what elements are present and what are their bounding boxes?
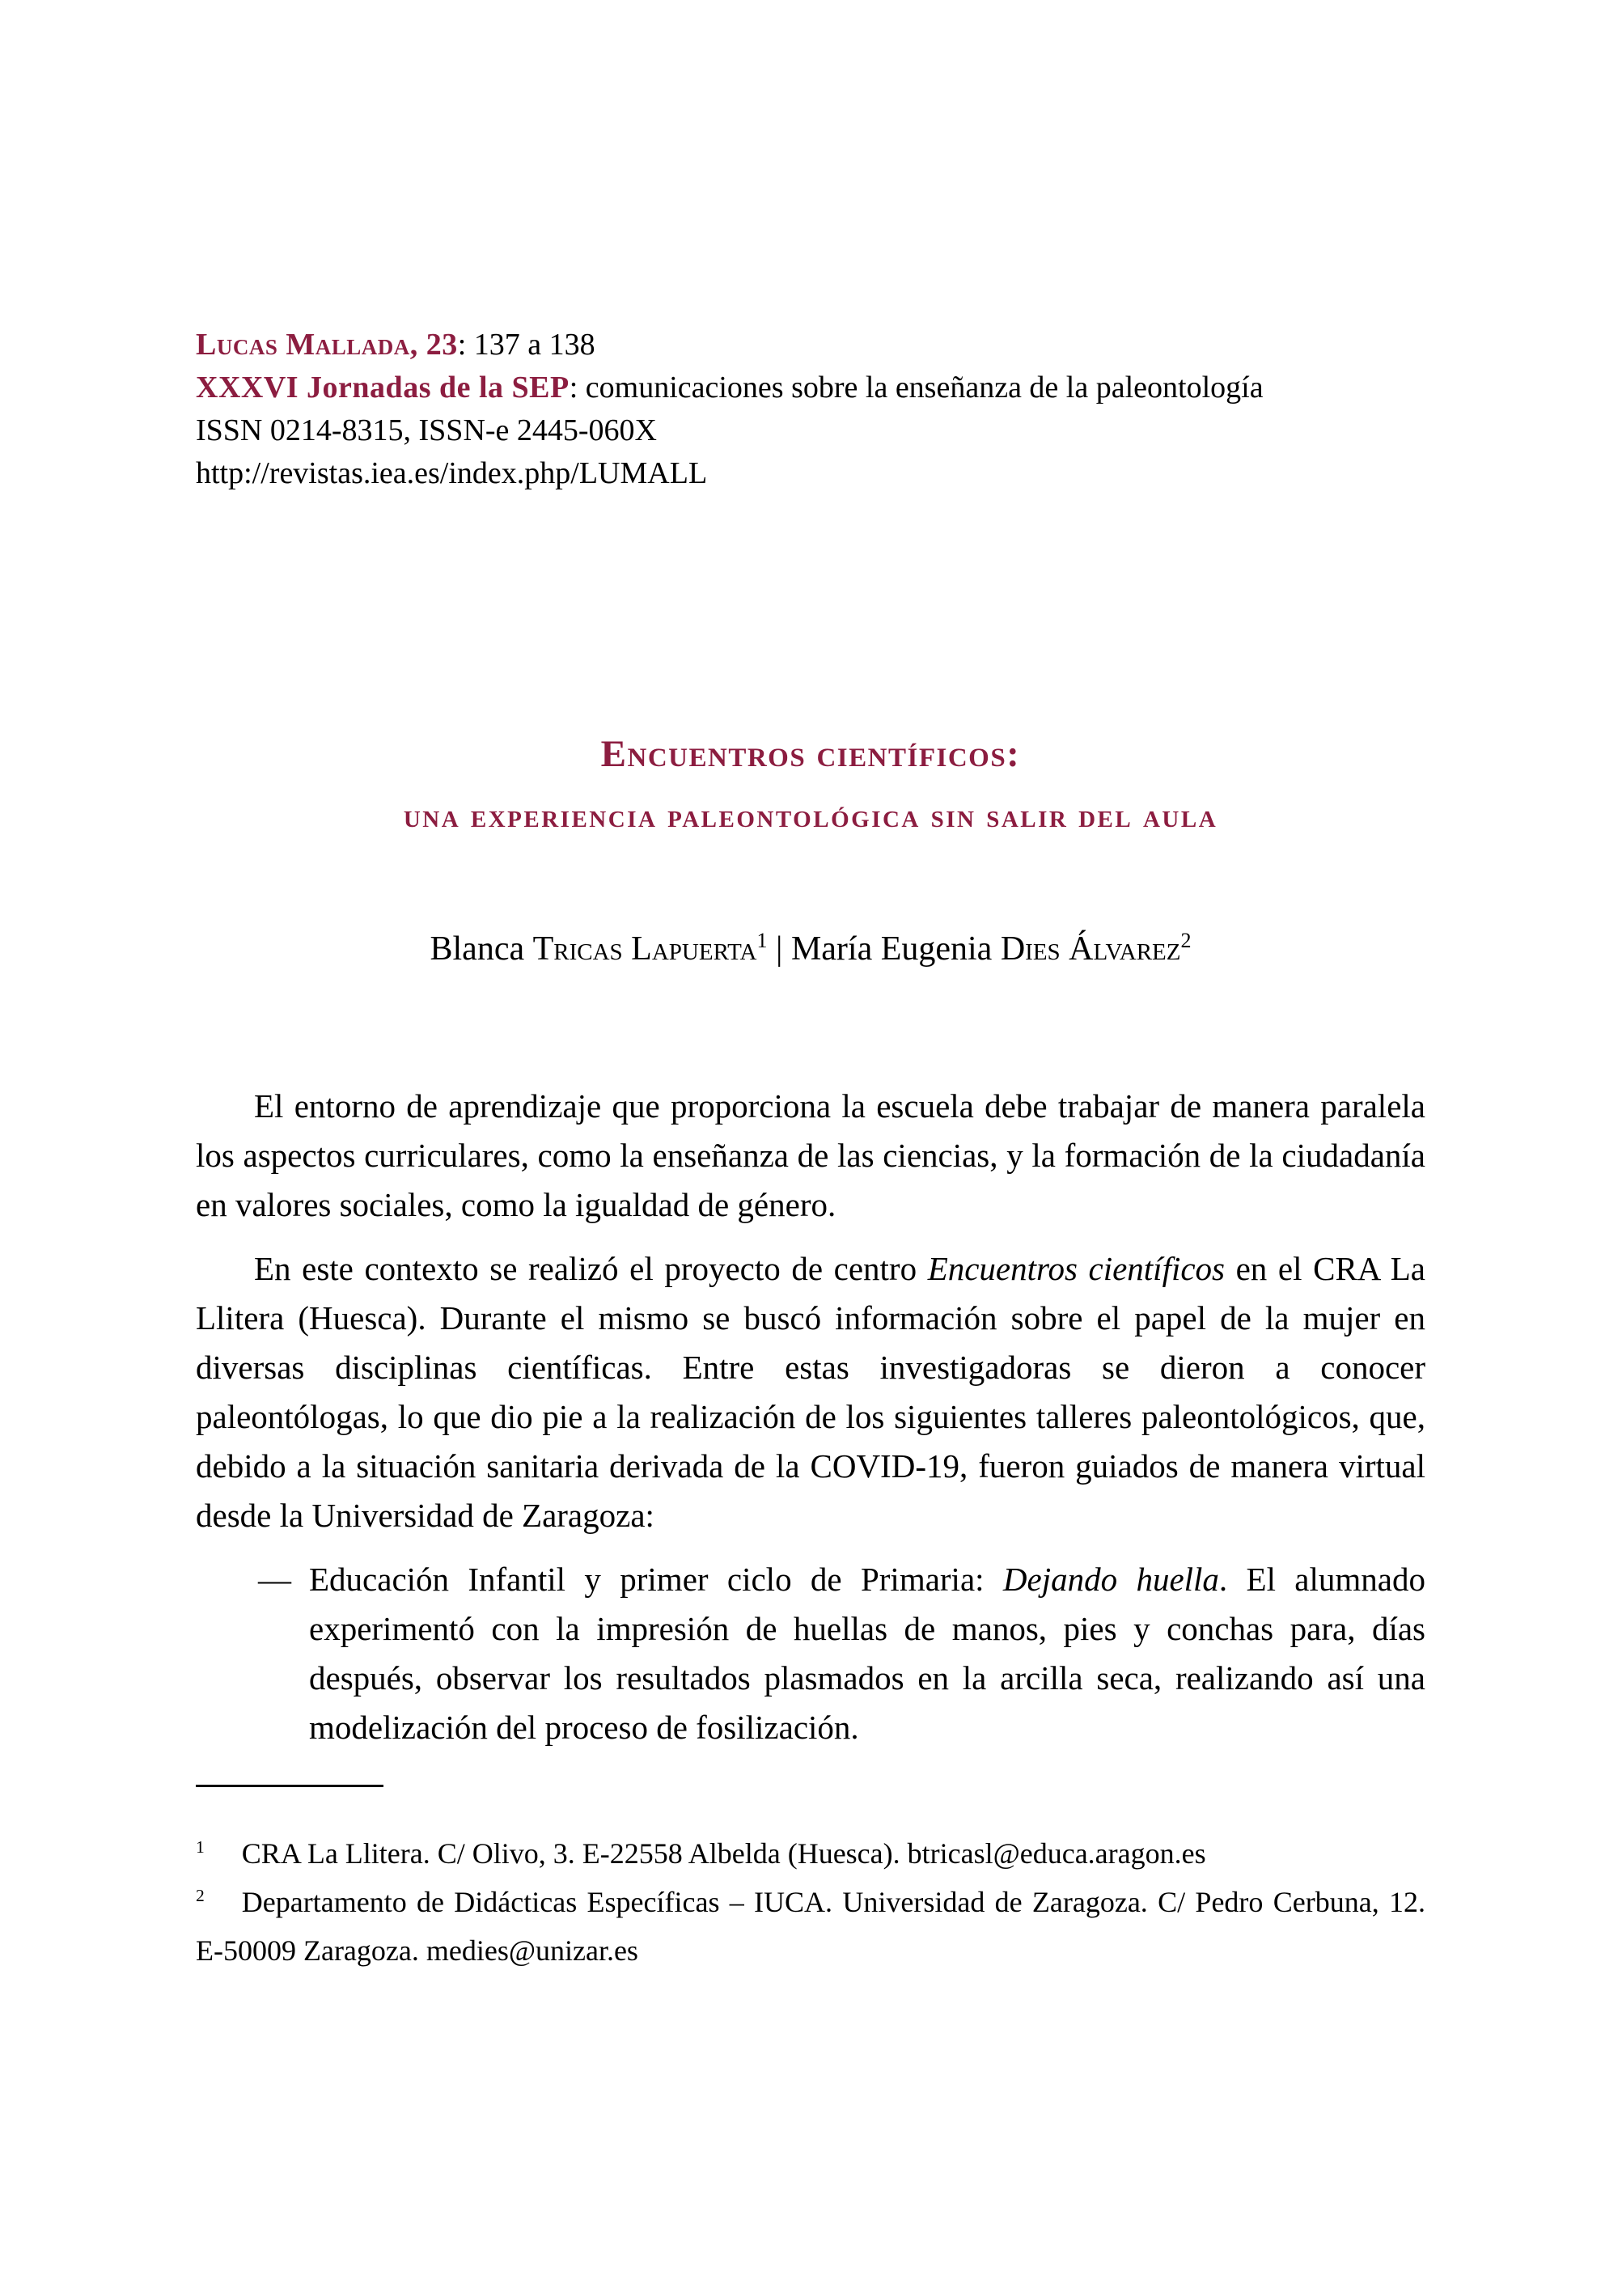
authors-line: [196, 926, 1425, 972]
journal-pages: : 137 a 138: [457, 328, 595, 362]
footnote-list: [196, 1829, 1425, 1975]
journal-header: [196, 324, 1425, 495]
author2-surname: Dies Álvarez: [1000, 930, 1181, 968]
footnote-1: [196, 1829, 1425, 1878]
page-content: [196, 0, 1425, 1975]
author2-given-name: María Eugenia: [790, 930, 1001, 968]
conference-name: XXXVI Jornadas de la SEP: [196, 371, 570, 405]
list-item-text: Educación Infantil y primer ciclo de Primaria:: [309, 1561, 1003, 1598]
journal-name: Lucas Mallada, 23: [196, 328, 458, 362]
author2-footnote-marker: 2: [1180, 929, 1192, 952]
article-title: [196, 728, 1425, 838]
footnotes-section: [196, 1785, 1425, 1975]
article-title-line1: Encuentros científicos:: [600, 733, 1021, 775]
issn-line: ISSN 0214-8315, ISSN-e 2445-060X: [196, 413, 657, 447]
list-dash: —: [258, 1561, 291, 1598]
paragraph-2-text: En este contexto se realizó el proyecto de centro: [254, 1250, 928, 1287]
article-title-line2: una experiencia paleontológica sin salir del aula: [403, 797, 1218, 834]
article-body: [196, 1082, 1425, 1752]
footnote-separator-rule: [196, 1785, 383, 1787]
paragraph-2-text-cont: en el CRA La Llitera (Huesca). Durante el mismo se buscó información sobre el papel de la mujer en diversas disciplinas científicas. Entre estas investigadoras se dieron a conocer paleontólogas, lo que dio pie a la realización de los siguientes talleres paleontológicos, que, debido a la situación sanitaria derivada de la COVID-19, fueron guiados de manera virtual desde la Universidad de Zaragoza:: [196, 1250, 1425, 1534]
footnote-2: [196, 1878, 1425, 1975]
list-item-text-cont: . El alumnado experimentó con la impresión de huellas de manos, pies y conchas para, días después, observar los resultados plasmados en la arcilla seca, realizando así una modelización del proceso de fosilización.: [309, 1561, 1425, 1746]
author1-footnote-marker: 1: [756, 929, 768, 952]
journal-url: http://revistas.iea.es/index.php/LUMALL: [196, 456, 708, 490]
project-name-italic: Encuentros científicos: [927, 1250, 1226, 1287]
conference-line: [196, 366, 1425, 409]
authors-separator: |: [767, 930, 791, 968]
footnote-2-number: 2: [196, 1886, 205, 1905]
footnote-2-text: Departamento de Didácticas Específicas – IUCA. Universidad de Zaragoza. C/ Pedro Cerbuna, 12. E-50009 Zaragoza. medies@unizar.es: [196, 1886, 1425, 1967]
paragraph-1: El entorno de aprendizaje que proporciona la escuela debe trabajar de manera paralela los aspectos curriculares, como la enseñanza de las ciencias, y la formación de la ciudadanía en valores sociales, como la igualdad de género.: [196, 1087, 1425, 1223]
workshop-list-item: [258, 1555, 1425, 1752]
footnote-1-number: 1: [196, 1837, 205, 1857]
author1-surname: Tricas Lapuerta: [532, 930, 757, 968]
paragraph-2: [196, 1244, 1425, 1540]
author1-given-name: Blanca: [430, 930, 533, 968]
conference-subtitle: : comunicaciones sobre la enseñanza de la paleontología: [569, 371, 1264, 405]
workshop-name-italic: Dejando huella: [1002, 1561, 1219, 1598]
footnote-1-text: CRA La Llitera. C/ Olivo, 3. E-22558 Albelda (Huesca). btricasl@educa.aragon.es: [241, 1837, 1206, 1870]
journal-citation-line: [196, 324, 1425, 366]
